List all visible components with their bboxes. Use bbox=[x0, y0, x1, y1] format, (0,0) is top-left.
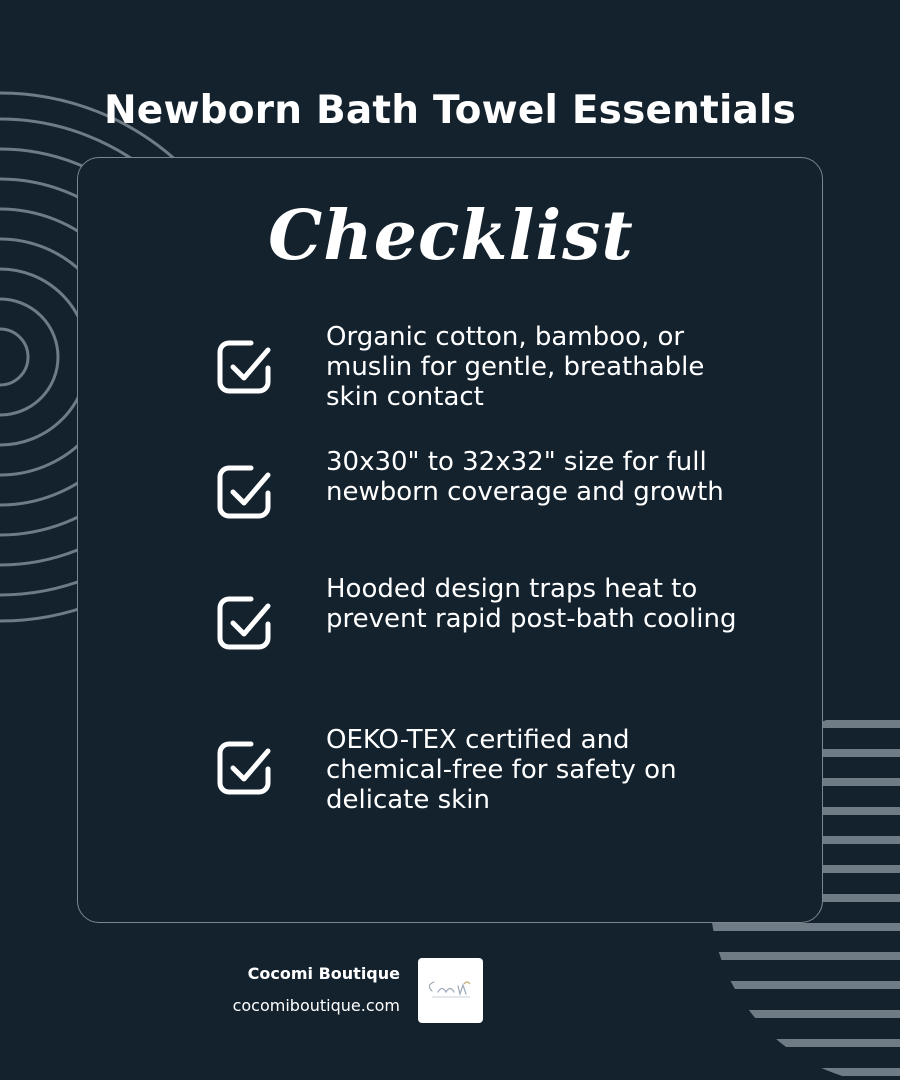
checkbox-checked-icon bbox=[213, 461, 275, 523]
checklist-item-text: Organic cotton, bamboo, or muslin for gentle, breathable skin contact bbox=[326, 322, 705, 412]
logo-mark-icon bbox=[418, 958, 483, 1023]
checkbox-checked-icon bbox=[213, 592, 275, 654]
footer-brand-name: Cocomi Boutique bbox=[247, 964, 400, 983]
footer-website: cocomiboutique.com bbox=[232, 996, 400, 1015]
checklist-card bbox=[77, 157, 823, 923]
checklist-item-text: Hooded design traps heat to prevent rapid post-bath cooling bbox=[326, 574, 737, 634]
checkbox-checked-icon bbox=[213, 737, 275, 799]
checkbox-checked-icon bbox=[213, 336, 275, 398]
list-item bbox=[78, 574, 824, 688]
checklist-item-text: 30x30" to 32x32" size for full newborn coverage and growth bbox=[326, 447, 724, 507]
checklist-item-text: OEKO-TEX certified and chemical-free for safety on delicate skin bbox=[326, 725, 677, 815]
page-title: Newborn Bath Towel Essentials bbox=[103, 88, 797, 133]
list-item bbox=[78, 447, 824, 553]
cocomi-logo-icon bbox=[418, 958, 483, 1023]
checklist-heading: Checklist bbox=[268, 196, 634, 276]
list-item bbox=[78, 322, 824, 428]
list-item bbox=[78, 725, 824, 833]
